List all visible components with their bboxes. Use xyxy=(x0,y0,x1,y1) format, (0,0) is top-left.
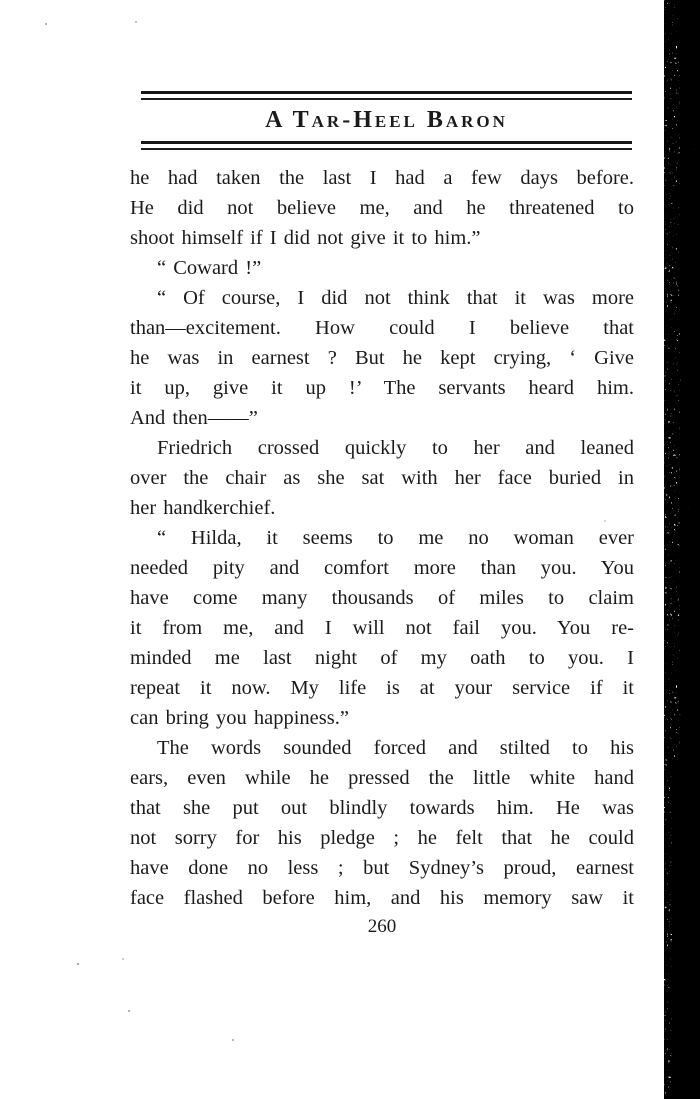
text-line: that she put out blindly towards him. He was xyxy=(130,797,634,819)
text-line: The words sounded forced and stilted to his xyxy=(157,737,634,759)
header-double-rule-bottom xyxy=(141,141,632,150)
body-text xyxy=(130,163,634,913)
text-line: And then——” xyxy=(130,407,258,429)
text-line: shoot himself if I did not give it to him.” xyxy=(130,227,481,249)
text-line: “ Of course, I did not think that it was more xyxy=(157,287,634,309)
text-line: can bring you happiness.” xyxy=(130,707,349,729)
text-line: over the chair as she sat with her face buried in xyxy=(130,467,634,489)
text-line: he had taken the last I had a few days before. xyxy=(130,167,634,189)
text-line: Friedrich crossed quickly to her and leaned xyxy=(157,437,634,459)
text-line: ears, even while he pressed the little white hand xyxy=(130,767,634,789)
running-head-title: A Tar-Heel Baron xyxy=(265,107,508,133)
text-line: it up, give it up !’ The servants heard him. xyxy=(130,377,634,399)
paper-specks xyxy=(0,0,2,2)
text-line: it from me, and I will not fail you. You re- xyxy=(130,617,634,639)
text-line: needed pity and comfort more than you. You xyxy=(130,557,634,579)
text-line: her handkerchief. xyxy=(130,497,276,519)
text-line: not sorry for his pledge ; he felt that he could xyxy=(130,827,634,849)
text-line: “ Coward !” xyxy=(157,257,262,279)
scanned-page-edge-artifact xyxy=(640,0,700,1099)
text-line: than—excitement. How could I believe that xyxy=(130,317,634,339)
text-line: have come many thousands of miles to claim xyxy=(130,587,634,609)
text-line: have done no less ; but Sydney’s proud, earnest xyxy=(130,857,634,879)
text-line: repeat it now. My life is at your service if it xyxy=(130,677,634,699)
text-line: He did not believe me, and he threatened to xyxy=(130,197,634,219)
text-line: face flashed before him, and his memory saw it xyxy=(130,887,634,909)
header-double-rule-top xyxy=(141,91,632,100)
page-number: 260 xyxy=(367,916,397,937)
text-line: “ Hilda, it seems to me no woman ever xyxy=(157,527,634,549)
text-line: minded me last night of my oath to you. I xyxy=(130,647,634,669)
text-line: he was in earnest ? But he kept crying, ‘ Give xyxy=(130,347,634,369)
